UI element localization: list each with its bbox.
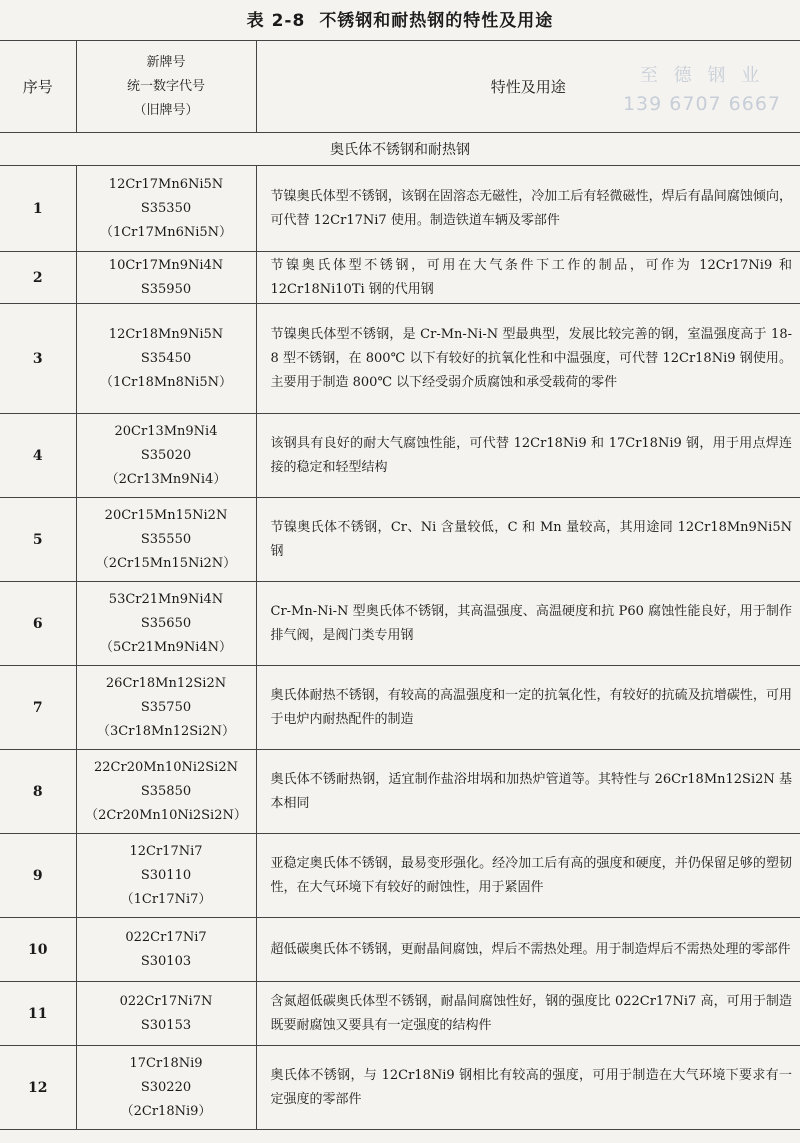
table-number: 表 2-8	[246, 11, 306, 31]
header-grade-old: （旧牌号）	[133, 102, 199, 118]
row-desc	[256, 582, 800, 666]
row-desc	[256, 666, 800, 750]
header-grade	[76, 41, 256, 133]
grade-line: S35350	[140, 200, 192, 216]
category-label: 奥氏体不锈钢和耐热钢	[0, 133, 800, 166]
row-grade	[76, 918, 256, 982]
header-seq: 序号	[0, 41, 76, 133]
row-seq: 5	[0, 498, 76, 582]
row-desc	[256, 1046, 800, 1130]
grade-line: （1Cr18Mn8Ni5N）	[99, 374, 233, 390]
row-desc	[256, 414, 800, 498]
grade-line: （2Cr20Mn10Ni2Si2N）	[85, 807, 247, 823]
grade-line: 20Cr13Mn9Ni4	[114, 423, 218, 439]
row-desc-text: 含氮超低碳奥氏体型不锈钢，耐晶间腐蚀性好，钢的强度比 022Cr17Ni7 高，可用于制造既要耐腐蚀又要具有一定强度的结构件	[270, 993, 792, 1033]
table-row	[0, 304, 800, 414]
table-row	[0, 1046, 800, 1130]
row-desc-text: 亚稳定奥氏体不锈钢，最易变形强化。经冷加工后有高的强度和硬度，并仍保留足够的塑韧性，在大气环境下有较好的耐蚀性，用于紧固件	[270, 855, 792, 895]
row-desc	[256, 166, 800, 252]
table-row	[0, 414, 800, 498]
row-seq: 7	[0, 666, 76, 750]
grade-line: S35550	[140, 531, 192, 547]
row-seq: 1	[0, 166, 76, 252]
row-desc-text: 节镍奥氏体型不锈钢，可用在大气条件下工作的制品，可作为 12Cr17Ni9 和 12Cr18Ni10Ti 钢的代用钢	[270, 257, 792, 297]
row-grade	[76, 750, 256, 834]
row-desc-text: 节镍奥氏体型不锈钢，是 Cr-Mn-Ni-N 型最典型，发展比较完善的钢，室温强度高于 18-8 型不锈钢，在 800℃ 以下有较好的抗氧化性和中温强度，可代替 12Cr18Ni9 钢使用。主要用于制造 800℃ 以下经受弱介质腐蚀和承受载荷的零件	[270, 326, 792, 390]
row-desc-text: 超低碳奥氏体不锈钢，更耐晶间腐蚀，焊后不需热处理。用于制造焊后不需热处理的零部件	[270, 941, 791, 957]
table-row	[0, 918, 800, 982]
row-grade	[76, 304, 256, 414]
grade-line: （2Cr13Mn9Ni4）	[105, 471, 227, 487]
grade-line: 22Cr20Mn10Ni2Si2N	[94, 759, 238, 775]
grade-line: 12Cr18Mn9Ni5N	[108, 326, 224, 342]
row-desc-text: 奥氏体不锈钢，与 12Cr18Ni9 钢相比有较高的强度，可用于制造在大气环境下要求有一定强度的零部件	[270, 1067, 792, 1107]
grade-line: S35650	[140, 615, 192, 631]
row-desc-text: 该钢具有良好的耐大气腐蚀性能，可代替 12Cr18Ni9 和 17Cr18Ni9 钢，用于用点焊连接的稳定和轻型结构	[270, 435, 792, 475]
grade-line: 20Cr15Mn15Ni2N	[104, 507, 228, 523]
row-grade	[76, 834, 256, 918]
row-seq: 4	[0, 414, 76, 498]
row-grade	[76, 252, 256, 304]
row-grade	[76, 498, 256, 582]
grade-line: 12Cr17Mn6Ni5N	[108, 176, 224, 192]
row-desc	[256, 252, 800, 304]
table-row	[0, 750, 800, 834]
grade-line: S30103	[140, 953, 192, 969]
row-seq: 9	[0, 834, 76, 918]
header-grade-code: 统一数字代号	[126, 78, 205, 94]
grade-line: （2Cr18Ni9）	[120, 1103, 212, 1119]
table-title: 不锈钢和耐热钢的特性及用途	[319, 11, 554, 31]
row-grade	[76, 582, 256, 666]
table-row	[0, 982, 800, 1046]
row-desc	[256, 750, 800, 834]
grade-line: （5Cr21Mn9Ni4N）	[99, 639, 233, 655]
grade-line: 10Cr17Mn9Ni4N	[108, 257, 224, 273]
row-grade	[76, 1046, 256, 1130]
grade-line: S35750	[140, 699, 192, 715]
table-row	[0, 166, 800, 252]
grade-line: （1Cr17Ni7）	[120, 891, 212, 907]
header-desc: 特性及用途	[256, 41, 800, 133]
row-desc-text: 节镍奥氏体型不锈钢，该钢在固溶态无磁性，冷加工后有轻微磁性，焊后有晶间腐蚀倾向，可代替 12Cr17Ni7 使用。制造铁道车辆及零部件	[270, 188, 792, 228]
grade-line: S35020	[140, 447, 192, 463]
grade-line: 022Cr17Ni7	[125, 929, 207, 945]
row-seq: 8	[0, 750, 76, 834]
grade-line: （3Cr18Mn12Si2N）	[97, 723, 235, 739]
row-seq: 10	[0, 918, 76, 982]
table-row	[0, 834, 800, 918]
grade-line: S30153	[140, 1017, 192, 1033]
row-desc	[256, 918, 800, 982]
grade-line: 26Cr18Mn12Si2N	[105, 675, 227, 691]
row-grade	[76, 166, 256, 252]
watermark-phone: 139 6707 6667	[622, 93, 782, 115]
table-row	[0, 666, 800, 750]
grade-line: 022Cr17Ni7N	[119, 993, 213, 1009]
row-desc-text: 节镍奥氏体不锈钢，Cr、Ni 含量较低，C 和 Mn 量较高，其用途同 12Cr18Mn9Ni5N 钢	[270, 519, 792, 559]
row-desc-text: 奥氏体耐热不锈钢，有较高的高温强度和一定的抗氧化性，有较好的抗硫及抗增碳性，可用于电炉内耐热配件的制造	[270, 687, 792, 727]
row-desc	[256, 834, 800, 918]
grade-line: 53Cr21Mn9Ni4N	[108, 591, 224, 607]
grade-line: 17Cr18Ni9	[129, 1055, 203, 1071]
row-seq: 6	[0, 582, 76, 666]
table-row	[0, 252, 800, 304]
grade-line: S30220	[140, 1079, 192, 1095]
grade-line: S35450	[140, 350, 192, 366]
steel-properties-table	[0, 40, 800, 1130]
row-seq: 12	[0, 1046, 76, 1130]
grade-line: S30110	[140, 867, 192, 883]
grade-line: （1Cr17Mn6Ni5N）	[99, 224, 233, 240]
grade-line: S35850	[140, 783, 192, 799]
row-desc-text: Cr-Mn-Ni-N 型奥氏体不锈钢，其高温强度、高温硬度和抗 P60 腐蚀性能良好，用于制作排气阀，是阀门类专用钢	[270, 603, 792, 643]
grade-line: S35950	[140, 281, 192, 297]
row-grade	[76, 982, 256, 1046]
table-row	[0, 498, 800, 582]
row-desc	[256, 498, 800, 582]
grade-line: （2Cr15Mn15Ni2N）	[95, 555, 237, 571]
row-desc	[256, 304, 800, 414]
row-seq: 11	[0, 982, 76, 1046]
row-grade	[76, 666, 256, 750]
row-desc	[256, 982, 800, 1046]
header-grade-new: 新牌号	[146, 54, 186, 70]
watermark	[612, 62, 792, 118]
row-seq: 3	[0, 304, 76, 414]
row-grade	[76, 414, 256, 498]
grade-line: 12Cr17Ni7	[129, 843, 203, 859]
table-caption	[0, 6, 800, 31]
watermark-company: 至 德 钢 业	[639, 65, 765, 86]
category-row	[0, 133, 800, 166]
row-desc-text: 奥氏体不锈耐热钢，适宜制作盐浴坩埚和加热炉管道等。其特性与 26Cr18Mn12Si2N 基本相同	[270, 771, 792, 811]
row-seq: 2	[0, 252, 76, 304]
table-row	[0, 582, 800, 666]
